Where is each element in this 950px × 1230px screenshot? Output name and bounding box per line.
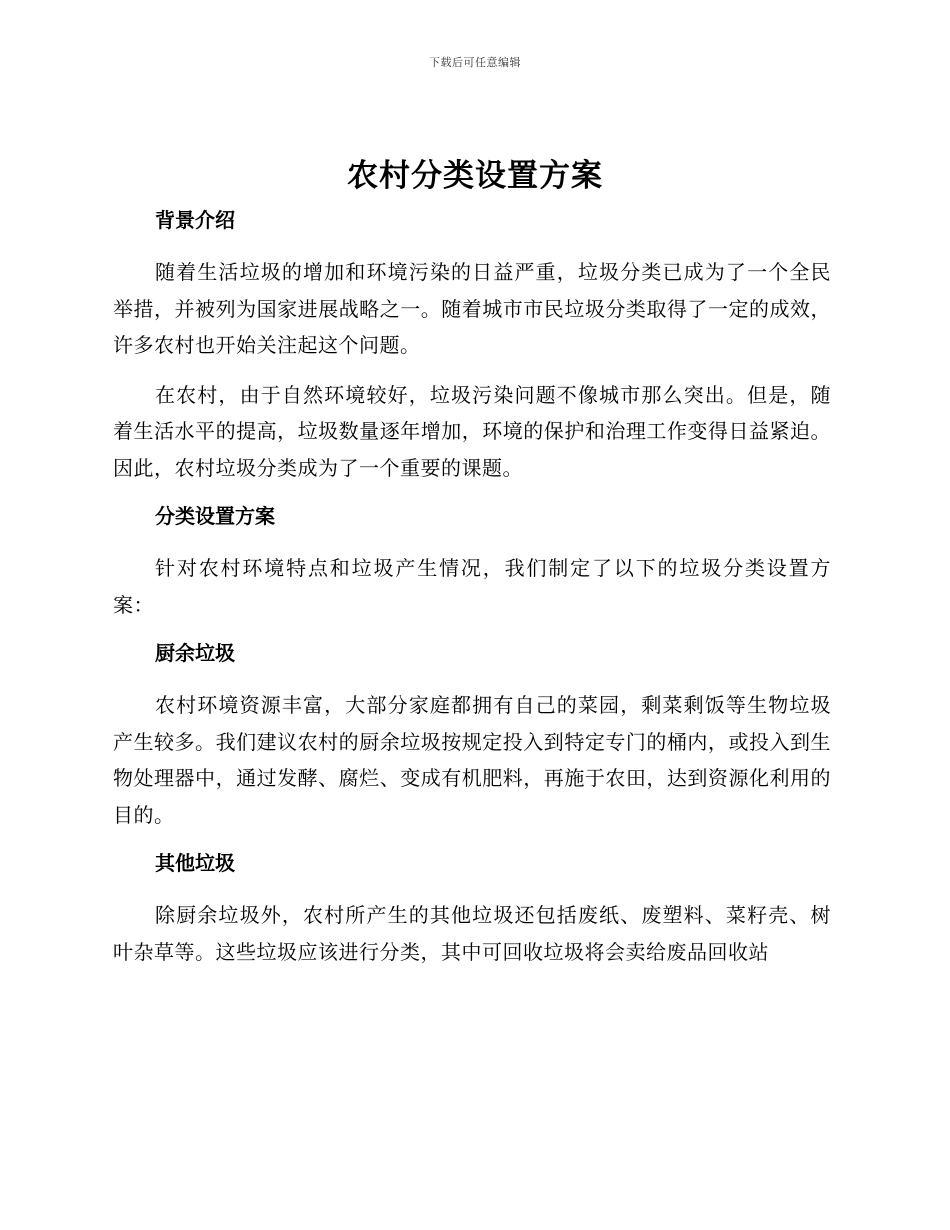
- document-body: [113, 203, 831, 983]
- paragraph: 农村环境资源丰富，大部分家庭都拥有自己的菜园，剩菜剩饭等生物垃圾产生较多。我们建议农村的厨余垃圾按规定投入到特定专门的桶内，或投入到生物处理器中，通过发酵、腐烂、变成有机肥料，再施于农田，达到资源化利用的目的。: [113, 693, 831, 827]
- section-kitchen-waste: [113, 636, 831, 833]
- section-other-waste: [113, 846, 831, 970]
- section-heading: 分类设置方案: [155, 504, 275, 528]
- document-title: 农村分类设置方案: [347, 158, 603, 194]
- paragraph: 随着生活垃圾的增加和环境污染的日益严重，垃圾分类已成为了一个全民举措，并被列为国家进展战略之一。随着城市市民垃圾分类取得了一定的成效，许多农村也开始关注起这个问题。: [113, 260, 831, 357]
- section-heading: 其他垃圾: [155, 851, 235, 875]
- section-classification-plan: [113, 499, 831, 623]
- section-heading: 背景介绍: [155, 208, 235, 232]
- header-note: 下载后可任意编辑: [429, 56, 521, 69]
- paragraph: 在农村，由于自然环境较好，垃圾污染问题不像城市那么突出。但是，随着生活水平的提高，垃圾数量逐年增加，环境的保护和治理工作变得日益紧迫。因此，农村垃圾分类成为了一个重要的课题。: [113, 382, 831, 480]
- section-background: [113, 203, 831, 486]
- paragraph: 针对农村环境特点和垃圾产生情况，我们制定了以下的垃圾分类设置方案：: [113, 556, 831, 617]
- paragraph: 除厨余垃圾外，农村所产生的其他垃圾还包括废纸、废塑料、菜籽壳、树叶杂草等。这些垃圾应该进行分类，其中可回收垃圾将会卖给废品回收站: [113, 903, 831, 964]
- section-heading: 厨余垃圾: [155, 641, 235, 665]
